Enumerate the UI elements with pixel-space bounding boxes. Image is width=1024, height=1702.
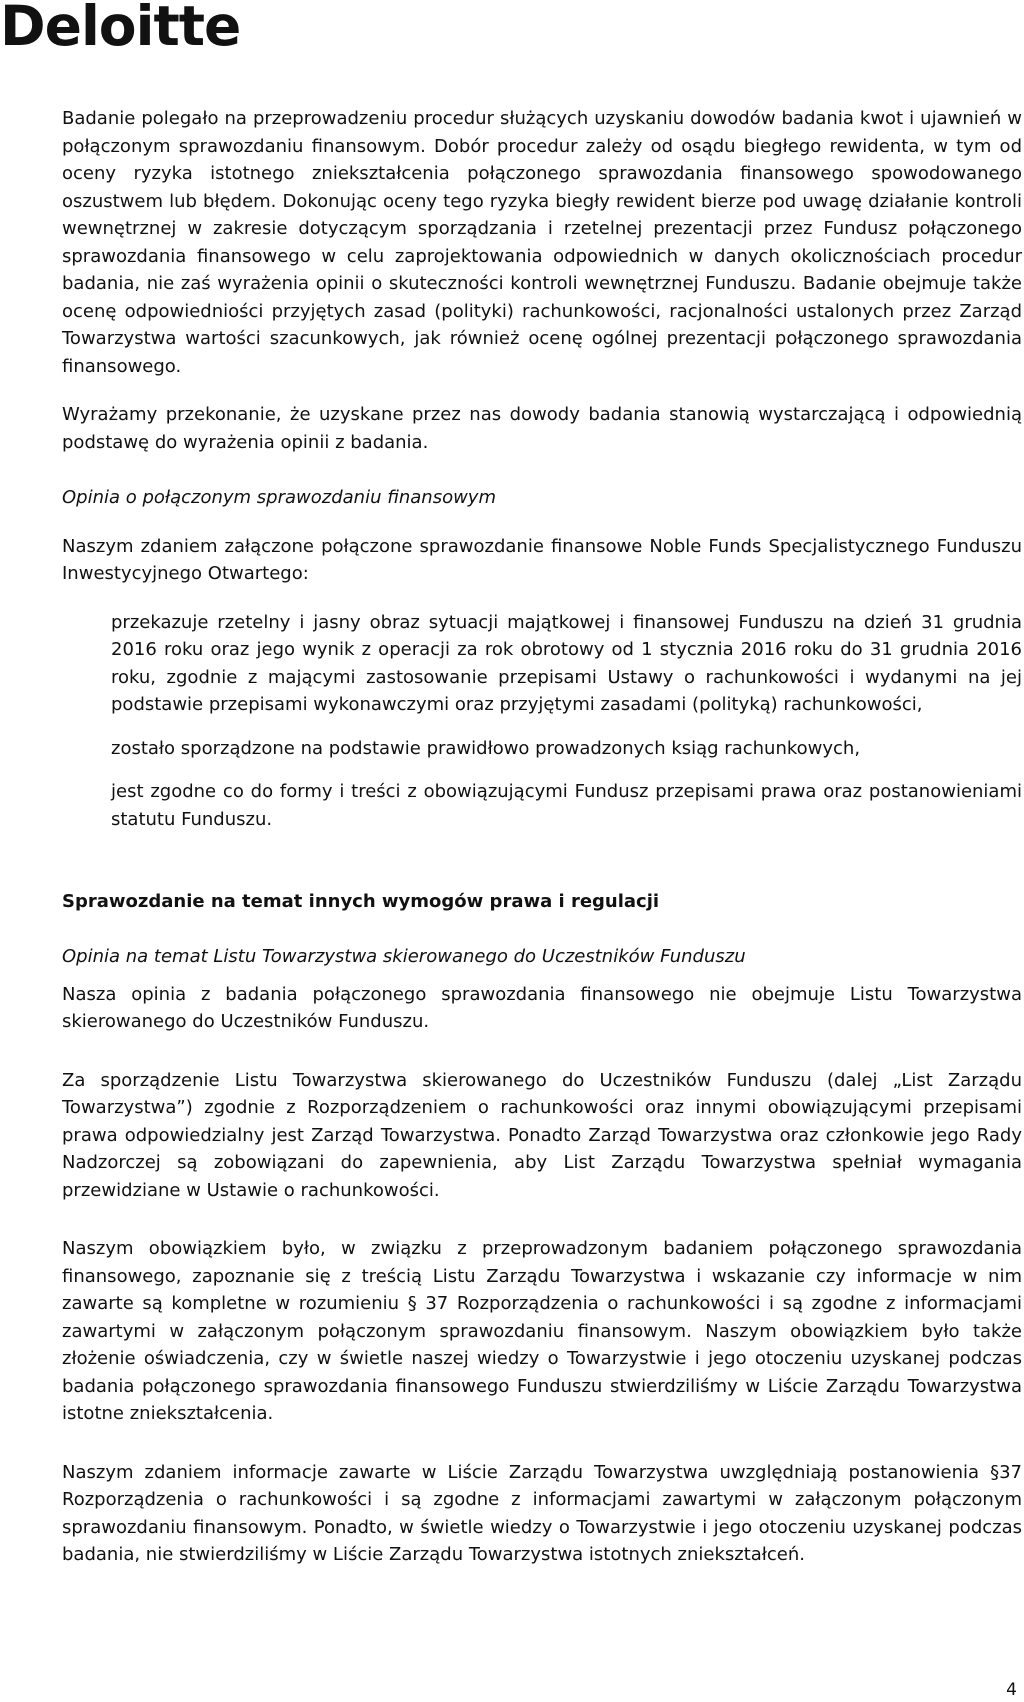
paragraph-management-responsibility: Za sporządzenie Listu Towarzystwa skierowanego do Uczestników Funduszu (dalej „List Zarządu Towarzystwa”) zgodnie z Rozporządzeniem o rachunkowości oraz innymi obowiązującymi przepisami prawa odpowiedzialny jest Zarząd Towarzystwa. Ponadto Zarząd Towarzystwa oraz członkowie jego Rady Nadzorczej są zobowiązani do zapewnienia, aby List Zarządu Towarzystwa spełniał wymagania przewidziane w Ustawie o rachunkowości. — [62, 1069, 1022, 1201]
page-number: 4 — [1006, 1680, 1017, 1700]
paragraph-auditor-obligation: Naszym obowiązkiem było, w związku z przeprowadzonym badaniem połączonego sprawozdania finansowego, zapoznanie się z treścią Listu Zarządu Towarzystwa i wskazanie czy informacje w nim zawarte są kompletne w rozumieniu § 37 Rozporządzenia o rachunkowości i są zgodne z informacjami zawartymi w załączonym połączonym sprawozdaniu finansowym. Naszym obowiązkiem było także złożenie oświadczenia, czy w świetle naszej wiedzy o Towarzystwie i jego otoczeniu uzyskanej podczas badania połączonego sprawozdania finansowego Funduszu stwierdziliśmy w Liście Zarządu Towarzystwa istotne zniekształcenia. — [62, 1238, 1022, 1424]
letter-opinion-heading: Opinia na temat Listu Towarzystwa skierowanego do Uczestników Funduszu — [62, 946, 746, 967]
deloitte-logo: Deloitte — [0, 0, 241, 58]
list-item: zostało sporządzone na podstawie prawidłowo prowadzonych ksiąg rachunkowych, — [111, 737, 861, 759]
opinion-list — [62, 609, 1022, 834]
section-heading: Sprawozdanie na temat innych wymogów prawa i regulacji — [62, 891, 660, 912]
paragraph-opinion-intro: Naszym zdaniem załączone połączone sprawozdanie finansowe Noble Funds Specjalistycznego Funduszu Inwestycyjnego Otwartego: — [62, 535, 1022, 584]
paragraph-evidence-statement: Wyrażamy przekonanie, że uzyskane przez nas dowody badania stanowią wystarczającą i odpowiednią podstawę do wyrażenia opinii z badania. — [62, 404, 1022, 453]
list-item: jest zgodne co do formy i treści z obowiązującymi Fundusz przepisami prawa oraz postanowieniami statutu Funduszu. — [111, 781, 1022, 830]
paragraph-letter-opinion: Naszym zdaniem informacje zawarte w Liście Zarządu Towarzystwa uwzględniają postanowienia §37 Rozporządzenia o rachunkowości i są zgodne z informacjami zawartymi w załączonym połączonym sprawozdaniu finansowym. Ponadto, w świetle wiedzy o Towarzystwie i jego otoczeniu uzyskanej podczas badania, nie stwierdziliśmy w Liście Zarządu Towarzystwa istotnych zniekształceń. — [62, 1461, 1022, 1565]
paragraph-audit-procedures: Badanie polegało na przeprowadzeniu procedur służących uzyskaniu dowodów badania kwot i ujawnień w połączonym sprawozdaniu finansowym. Dobór procedur zależy od osądu biegłego rewidenta, w tym od oceny ryzyka istotnego zniekształcenia połączonego sprawozdania finansowego spowodowanego oszustwem lub błędem. Dokonując oceny tego ryzyka biegły rewident bierze pod uwagę działanie kontroli wewnętrznej w zakresie dotyczącym sporządzania i rzetelnej prezentacji przez Fundusz połączonego sprawozdania finansowego w celu zaprojektowania odpowiednich w danych okolicznościach procedur badania, nie zaś wyrażenia opinii o skuteczności kontroli wewnętrznej Funduszu. Badanie obejmuje także ocenę odpowiedniości przyjętych zasad (polityki) rachunkowości, racjonalności ustalonych przez Zarząd Towarzystwa wartości szacunkowych, jak również ocenę ogólnej prezentacji połączonego sprawozdania finansowego. — [62, 108, 1022, 377]
paragraph-letter-scope: Nasza opinia z badania połączonego sprawozdania finansowego nie obejmuje Listu Towarzystwa skierowanego do Uczestników Funduszu. — [62, 983, 1022, 1032]
list-item: przekazuje rzetelny i jasny obraz sytuacji majątkowej i finansowej Funduszu na dzień 31 grudnia 2016 roku oraz jego wynik z operacji za rok obrotowy od 1 stycznia 2016 roku do 31 grudnia 2016 roku, zgodnie z mającymi zastosowanie przepisami Ustawy o rachunkowości i wydanymi na jej podstawie przepisami wykonawczymi oraz przyjętymi zasadami (polityką) rachunkowości, — [111, 611, 1022, 715]
opinion-heading: Opinia o połączonym sprawozdaniu finansowym — [62, 487, 496, 508]
document-body — [62, 105, 1022, 1569]
